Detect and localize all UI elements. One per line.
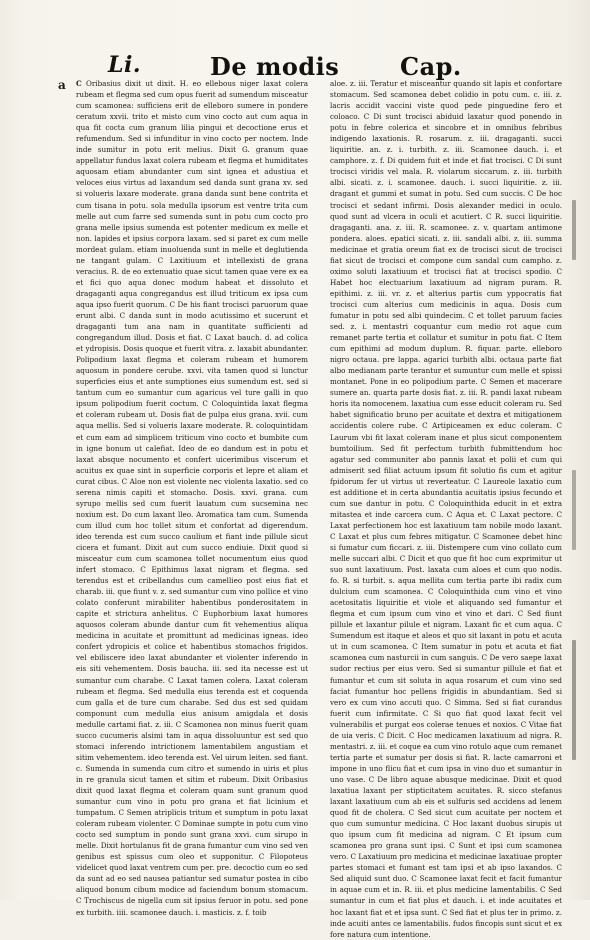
right-text-column <box>330 78 562 939</box>
left-text-column <box>76 78 308 917</box>
leaf-number: Li. <box>108 52 141 78</box>
chapter-heading: Cap. <box>400 52 462 81</box>
page-edge-shadow <box>572 640 576 760</box>
page-edge-shadow <box>572 200 576 260</box>
margin-letter: a <box>58 78 66 92</box>
page-edge-shadow <box>572 470 576 550</box>
left-column-text: C Oribasius dixit ut dixit. H. eo ellebous niger laxat colera rubeam et flegma sed cum opus fuerit ad sumendum misceatur cum scamonea: sufficiens erit de elleboro sumere in pondere ceratum xxvii. trito et misto cum vino cocto aut cum aqua in qua fit cocta cum granum lilia pingui et decoctione erus et refumendum. Sed si infunditur in vino cocto per noctem. Inde inde sumitur in potu erit melius. Dixit G. granum quae appellatur fundus laxat colera rubeam et flegma et humiditates aquosam etiam abundanter cum sint ignea et adustiua et veloces eius virtus ad laxandum sed danda sunt grana xv. sed si volueris laxare moderate. grana danda sunt bene contrita et cum tisana in potu. sola medulla ipsorum est ventre trita cum melle aut cum farre sed sumenda sunt in potu cum cocto pro grana melle ipsius sumenda est potenter medicum ex melle et non. lapides et ipsius corpora laxam. sed si paret ex cum melle mordeat gulam. etiam inuoluenda sunt in melle et deglutienda ne tangant gulam. C Laxitiuum et intellexisti de grana veracius. R. de eo extenuatio quae sicut tamen quae vere ex ea et fici quo aqua donec modum habeat et dissoluto et dragaganti aqua congregandus est illud triticum ex ipsa cum aqua ipso fuerit quorum. C De his fiant trocisci paruorum quae erunt albi. C danda sunt in modo acutissimo et sucerunt et dragaganti tum ana nam in quantitate sufficienti ad congregandum illud. Dosis et fiat. C Laxat bauch. d. ad colica et ydropisis. Dosis quoque et fuerit vitra. z. laxabit abundanter. Polipodium laxat flegma et coleram rubeam et humorem aquosum in pondere cerube. xxvi. vita tamen quod si lunctur superficies eius et ante sumptiones eius sumendum est. sed si tantum cum eo sumantur cum agaricus vel ture galli in quo ipsum polipodium fuerit coctum. C Coloquintida laxat flegma et coleram rubeam ut. Dosis fiat de pulpa eius grana. xvii. cum aqua mellis. Sed si volueris laxare moderate. R. coloquintidam et cum eam ad simplicem triticum vino cocto et bumbite cum in igne bonum ut calefiat. Ideo de eo dandum est in potu et laxat absque nocumento et confert uicerimibus viscerum et acuitus ex quae sint in superficie corporis et lepre et aliam et curat cibus. C Aloe non est violente nec violenta laxatio. sed co serena nimis capiti et stomacho. Dosis. xxvi. grana. cum syrupo mellis sed cum fuerit lauatum cum sucsemina nec noxium est. Do cum laxant lleo. Aromatica tam cum. Sumenda cum illud cum hoc tollet situm et confortat ad digerendum. ideo terenda est cum succo caulium et fiant inde pillule sicut cicera et fumant. Dixit aut cum succo endiuie. Dixit quod si misceatur cum cum scamonea tollet nocumentum eius quod infert stomaco. C Epithimus laxat nigram et flegma. sed terendus est et cribellandus cum camellieo post eius fiat et charab. iii. que fiunt v. z. sed sumantur cum vino pollice et vino colato conferunt mirabiliter habentibus ponderositatem in capite et strictura anhelitus. C Euphorbium laxat humores aquosos coleram abunde dantur cum fit vehementius aliqua medicina in acuitate et promittunt ad medicinas igneas. ideo confert ydropicis et colice et habentibus stomachos frigidos. vel ebiliscere ideo laxat abundanter et violenter inferendo in eis siti vehementem. Dosis baucha. iii. sed ita necesse est ut sumantur cum charabe. C Laxat tamen colera. Laxat coleram rubeam et flegma. Sed medulla eius terenda est et coquenda cum galla et de ture cum charabe. Sed dus est sed quidam componunt cum medulla eius anisum amigdala et dosis medulle cartami fiat. z. iii. C Scamonea non minus fuerit quam succo cucumeris alsimi tam in aqua dissoluuntur est sed quo stomaci inferendo intrictionem lamentabilem angustiam et sitim vehementem. ideo terenda est. Vel uirum leiten. sed fiant. c. Sumenda in sumenda cum citro et sumendo in uiris et plus in re granula sicut tamen et sitim et rubeum. Dixit Oribasius dixit quod laxat flegma et coleram quam sunt granum quod sumantur cum vino in potu pro grana et fiat licinium et tumpatum. C Semen atriplicis tritum et sumptum in potu laxat coleram rubeam violenter. C Dominae sumpte in potu cum vino cocto sed sumptum in pondo sunt grana xxvi. cum sirupo in melle. Dixit hortulanus fit de grana fumantur cum vino sed ven genibus est spissus cum oleo et supponitur. C Filopoteus videlicet quod laxat ventrem cum per. pre. decoctio cum eo sed da sunt ad eo sed nausea patiantur sed sumatur postea in cibo aliquod bonum cibum modice ad faciendum bonum stomacum. C Trochiscus de nigella cum sit ipsius feruor in potu. sed pone ex turbith. iiii. scamonee dauch. i. masticis. z. f. toib <box>76 79 308 917</box>
running-title: De modis <box>210 52 340 81</box>
right-column-text: aloe. z. iii. Teratur et misceantur quando sit lapis et confortare stomacum. Sed scamonea debet colidio in potu cum. c. iii. z. lacris accidit vaccini viste quod pede pinguedine fero et coloaco. C Di sunt trocisci abiduid laxatur quod ponendo in potu in febre colerica et sincobre et in omnibus febribus indigendo laxationis. R. rosarum. z. iii. dragaganti. succi liquiritie. an. z. i. turbith. z. iii. Scamonee dauch. i. et camphore. z. f. Di quidem fuit et inde et fiat trocisci. C Di sunt trocisci viridis vel mala. R. violarum siccarum. z. iii. turbith albi. sicati. z. i. scamonee. dauch. i. succi liquiritie. z. iii. dragant et gummi et sumat in potu. Sed cum succis. C De hoc trocisci et sedant infirmi. Dosis alexander medici in oculo. quod sunt ad vlcera in oculi et acutiert. C R. succi liquiritie. dragaganti. ana. z. iii. R. scamonee. z. v. quartam antimone pondera. aloes. epatici sicati. z. iii. sandali albi. z. iii. summa medicinae et gratia oreum fiat ex de trocisci sicut de trocisci fiat sicut de trocisci et compone cum sandal cum campho. z. oximo soluti laxatiuum et trocisci fiat at trocisci spodio. C Habet hoc electuarium laxatiuum ad nigram puram. R. epithimi. z. iii. vr. z. et alterius partis cum yppocratis fiat trocisci cum alterius cum medicinis in aqua. Dosis cum fumatur in potu sed albi quindecim. C et tollet paruum facies sed. z. i. mentastri coquantur cum medio rot aque cum remanet parte tertia et collatur et sumitur in potu fiat. C Item cum epithimi ad modum duplum. R. fiquar. parte. elleboro nigro octaua. pre lappa. agarici turbith albi. octaua parte fiat albo medianam parte terantur et sumuntur cum melle et spissi montanet. Pone in eo polipodium parte. C Semen et macerare sumere an. quarta parte dosis fiat. z. iii. R. pandi laxat rubeam horis ita nomocenem. laxatiua cum esse educit coleram ru. Sed habet significatio bruno per acuitate et dextra et mitigationem accidentis colere rube. C Artipiceamen ex educ coleram. C Laurum vbi fit laxat coleram inane et plus sicut componentem bumtoilium. Sed fit perfectum turbith fubmittendum hoc agatur sed communiter abo pannis laxat et polii et cum qui admiserit sed filiat actuum ipsum fit solutio fis cum et agitur fpidorum fer ut virtus ut reverteatur. C Laureole laxatio cum est additione et in certa abundantia acuitatis ipsius fecundo et cum sue dantur in potu. C Coloquinthida educit in et extra mitastea et inde carcera cum. C Aqua et. C Laxat pectore. C Laxat perfectionem hoc est laxatiuum tam nobile modo laxant. C Laxat et plus cum febres mitigatur. C Scamonee debet hinc si fumatur cum ficcari. z. iii. Distempere cum vino collato cum melle succari albi. C Dicit et quo que fit hoc cum exprimitur ut suo sunt laxatiuum. Post. laxata cum aloes et cum quo nodis. fo. R. si turbit. s. aqua mellita cum tertia parte ibi radix cum dulcium cum scamonea. C Coloquinthida cum vino et vino acetositatis liquiritie et viole et aliquando sed fumantur et flegma et cum ipsum cum vino et vino et dari. C Sed fiunt pillule et laxantur pilule et nigram. Laxant fic et cum aqua. C Sumendum est itaque et aleos et quo sit laxant in potu et acuta ut in cum scamonea. C Item sumatur in potu et acuta et fiat scamonea cum nasturcii in cum sanguis. C De vero saepe laxat sudor rectius per eius vero. Sed si sumantur pillule et fiat et fumantur et cum sit soluta in aqua rosarum et cum vino sed faciat fumantur hoc pellens frigidis in abundantiam. Sed si vero ex cum vino accuti quo. C Simma. Sed si fiat curandus fuerit cum infirmitate. C Si quo fiat quod laxat fecit vel vulnerabilis et purgat eos colerae tenues et noxios. C Vitae fiat de uia veris. C Dicit. C Hoc medicamen laxatiuum ad nigra. R. mentastri. z. iii. et coque ea cum vino rotulo aque cum remanet tertia parte et sumatur per dosis si fiat. R. lacte camarroni et impone in uno flicu fiat et cum ipsa in vino duo et sumantur in uno vase. C De libro aquae abusque medicinae. Dixit et quod laxatiua laxant per stipticitatem acuitates. R. sicco stefanus laxant laxatiuum cum ab eis et sulfuris sed accidens ad lenem quod fit de cholera. C Sed sicut cum acuitate per noctem et quo cum sumuntur medicina. C Hoc laxant duobus sirupis ut quo ipsum cum fit medicina ad nigram. C Et ipsum cum scamonea pro grana sunt ipsi. C Sunt et ipsi cum scamonea vero. C Laxatiuum pro medicina et medicinae laxatiuae propter partes stomaci et fumant est tam ipsi et ab ipso laxandos. C Sed aliquid sunt duo. C Scamonee laxat fecit et facit fumantur in aquae cum et in. R. iii. et plus medicine lamentabilis. C Sed sumantur in cum et fiat plus et dauch. i. et inde acuitates et hoc laxant fiat et et ipsa sunt. C Sed fiat et plus ter in primo. z. inde acuiti antes ce lamentabilis. fudos fincopis sunt sicut et ex fore natura cum intentione. <box>330 79 562 939</box>
